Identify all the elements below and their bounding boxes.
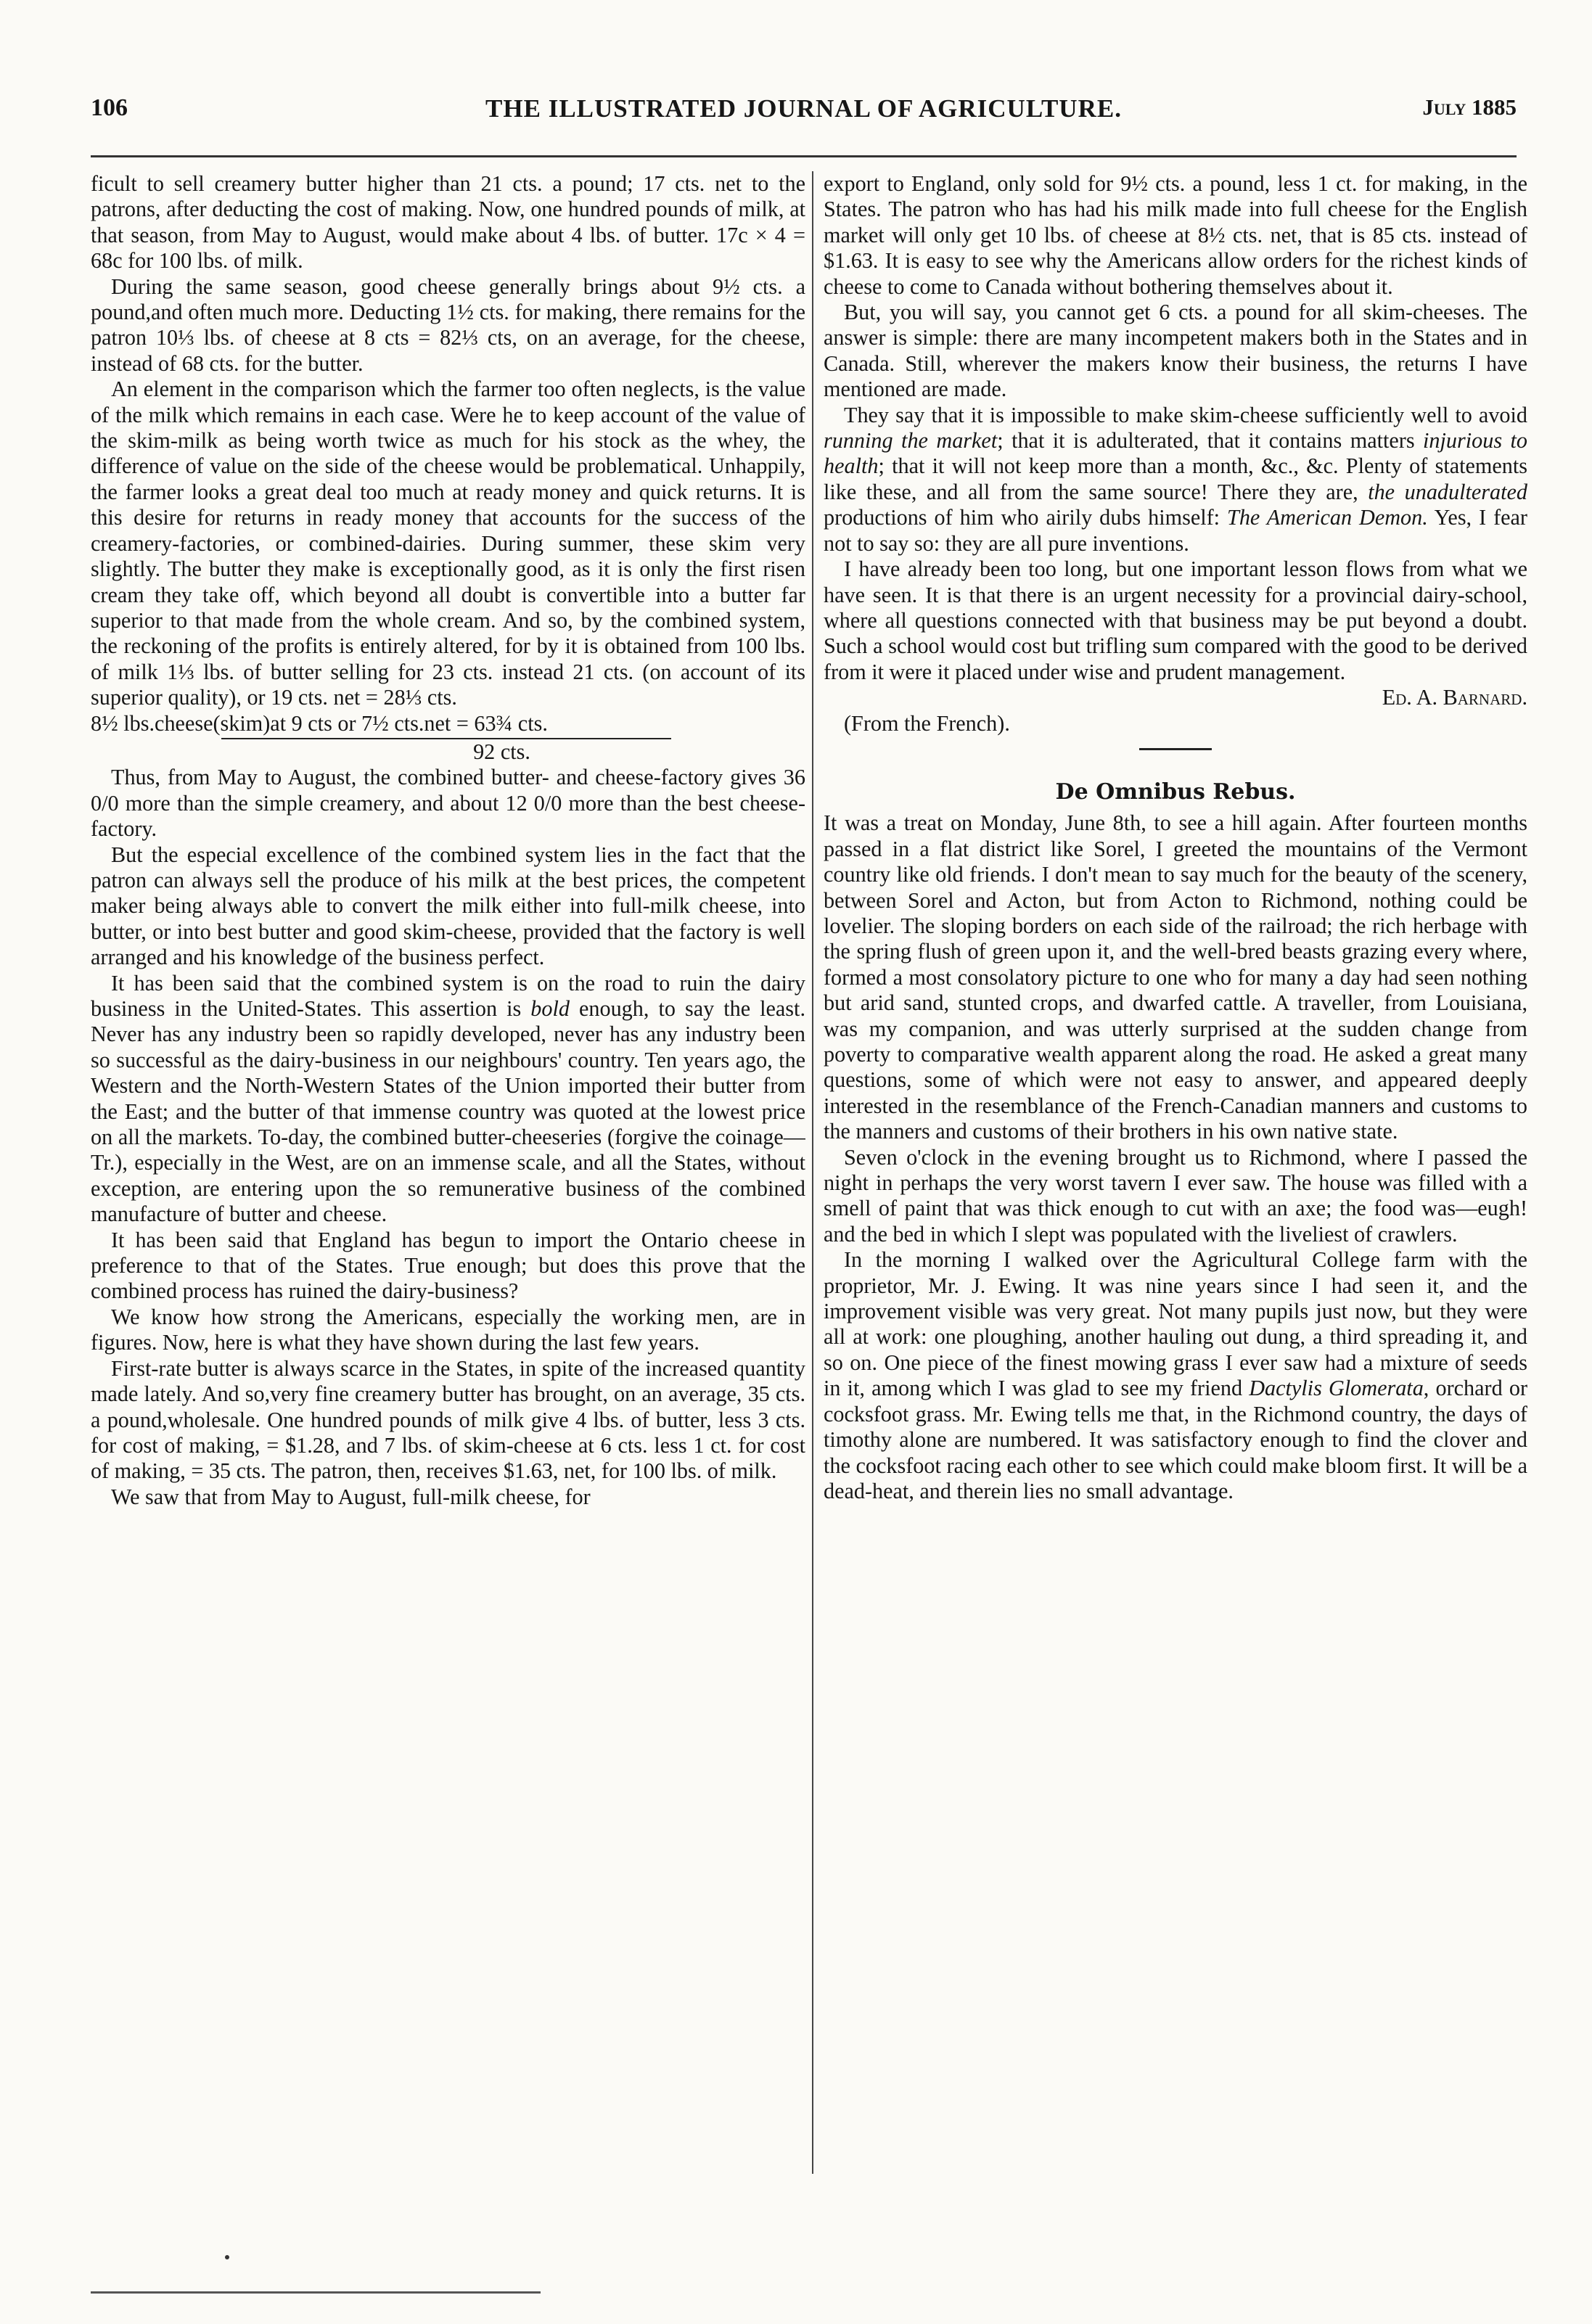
paragraph: ficult to sell creamery butter higher than 21 cts. a pound; 17 cts. net to the patrons, after deducting the cost of making. Now, one hundred pounds of milk, at that season, from May to August, would make about 4 lbs. of butter. 17c × 4 = 68c for 100 lbs. of milk. [91, 171, 805, 274]
text-run: It has been said that the combined system is on the road to ruin the dairy business in the United-States. This assertion is [91, 970, 805, 1021]
paragraph [91, 971, 805, 1228]
emphasis-text: the unadulterated [1368, 479, 1527, 504]
left-column [91, 171, 805, 2174]
page-number: 106 [91, 94, 128, 121]
paragraph: It was a treat on Monday, June 8th, to see a hill again. After fourteen months passed in a flat district like Sorel, I greeted the mountains of the Vermont country like old friends. I don't mean to say much for the beauty of the scenery, between Sorel and Acton, but from Acton to Richmond, nothing could be lovelier. The sloping borders on each side of the railroad; the rich herbage with the spring flush of green upon it, and the well-bred beasts grazing every where, formed a most consolatory picture to one who for many a day had seen nothing but arid sand, stunted crops, and dwarfed cattle. A traveller, from Louisiana, was my companion, and was utterly surprised at the sudden change from poverty to comparative wealth apparent along the road. He asked a great many questions, some of which were not easy to answer, and appeared deeply interested in the resemblance of the French-Canadian manners and customs to the manners and customs of their brothers in his own native state. [824, 810, 1527, 1144]
paragraph: First-rate butter is always scarce in the States, in spite of the increased quantity made lately. And so,very fine creamery butter has brought, on an average, 35 cts. a pound,wholesale. One hundred pounds of milk give 4 lbs. of butter, less 3 cts. for cost of making, = $1.28, and 7 lbs. of skim-cheese at 6 cts. less 1 ct. for cost of making, = 35 cts. The patron, then, receives $1.63, net, for 100 lbs. of milk. [91, 1355, 805, 1484]
paragraph: We saw that from May to August, full-milk cheese, for [111, 1484, 591, 1509]
paragraph: But the especial excellence of the combined system lies in the fact that the patron can always sell the produce of his milk at the best prices, the competent maker being always able to convert the milk either into full-milk cheese, into butter, or into best butter and good skim-cheese, provided that the factory is well arranged and his knowledge of the business perfect. [91, 842, 805, 970]
text-run: In the morning I walked over the Agricultural College farm with the proprietor, Mr. J. Ewing. It was nine years since I had seen it, and the improvement visible was very great. Not many pupils just now, but they were all at work: one ploughing, another hauling out dung, a third spreading it, and so on. One piece of the finest mowing grass I ever saw had a mixture of seeds in it, among which I was glad to see my friend [824, 1247, 1527, 1401]
signature-line [824, 685, 1527, 710]
emphasis-text: The American Demon. [1227, 505, 1428, 530]
right-column [824, 171, 1527, 2174]
header-rule [91, 155, 1517, 157]
paragraph: But, you will say, you cannot get 6 cts. a pound for all skim-cheeses. The answer is simple: there are many incompetent makers both in the States and in Canada. Still, wherever the makers know their business, the returns I have mentioned are made. [824, 300, 1527, 402]
section-rule [1139, 748, 1212, 750]
author-signature: Ed. A. Barnard. [1382, 685, 1527, 710]
text-run: , orchard or cocksfoot grass. Mr. Ewing tells me that, in the Richmond country, the days of timothy alone are numbered. It was satisfactory enough to find the clover and the cocksfoot racing each other to see which could make bloom first. It will be a dead-heat, and therein lies no small advantage. [824, 1376, 1527, 1503]
paragraph [824, 1247, 1527, 1504]
text-run: productions of him who airily dubs himself: [824, 505, 1228, 530]
emphasis-text: running the market [824, 428, 998, 453]
paragraph [824, 403, 1527, 557]
calculation-line: 8½ lbs.cheese(skim)at 9 cts or 7½ cts.net = 63¾ cts. [91, 710, 548, 736]
paragraph: During the same season, good cheese generally brings about 9½ cts. a pound,and often much more. Deducting 1½ cts. for making, there remains for the patron 10⅓ lbs. of cheese at 8 cts = 82⅓ cts, on an average, for the cheese, instead of 68 cts. for the butter. [91, 274, 805, 376]
source-note: (From the French). [844, 710, 1010, 736]
emphasis-text: bold [530, 996, 570, 1021]
paragraph: Seven o'clock in the evening brought us to Richmond, where I passed the night in perhaps the very worst tavern I ever saw. The house was filled with a smell of paint that was thick enough to cut with an axe; the food was—eugh! and the bed in which I slept was populated with the liveliest of crawlers. [824, 1144, 1527, 1247]
text-run: ; that it will not keep more than a month, &c., &c. Plenty of statements like these, and all from the same source! There they are, [824, 453, 1527, 504]
paragraph: I have already been too long, but one important lesson flows from what we have seen. It is that there is an urgent necessity for a provincial dairy-school, where all questions connected with that business may be put beyond a doubt. Such a school would cost but trifling sum compared with the good to be derived from it were it placed under wise and prudent management. [824, 557, 1527, 684]
emphasis-text: Dactylis Glomerata [1249, 1376, 1424, 1401]
paragraph: We know how strong the Americans, especially the working men, are in figures. Now, here is what they have shown during the last few years. [91, 1304, 805, 1355]
page-header [91, 94, 1517, 138]
emphasis-text: injurious to health [824, 428, 1527, 479]
paragraph: It has been said that England has begun to import the Ontario cheese in preference to that of the States. True enough; but does this prove that the combined process has ruined the dairy-business? [91, 1227, 805, 1304]
calculation-total: 92 cts. [473, 739, 530, 764]
text-run: ; that it is adulterated, that it contains matters [997, 428, 1424, 453]
issue-date: July 1885 [1422, 94, 1517, 120]
text-run: Yes, I fear not to say so: they are all pure inventions. [824, 505, 1527, 556]
column-divider [812, 171, 813, 2174]
paragraph: export to England, only sold for 9½ cts. a pound, less 1 ct. for making, in the States. The patron who has had his milk made into full cheese for the English market will only get 10 lbs. of cheese at 8½ cts. net, that is 85 cts. instead of $1.63. It is easy to see why the Americans allow orders for the richest kinds of cheese to come to Canada without bothering themselves about it. [824, 171, 1527, 299]
paragraph: Thus, from May to August, the combined butter- and cheese-factory gives 36 0/0 more than the simple creamery, and about 12 0/0 more than the best cheese-factory. [91, 765, 805, 842]
section-heading: De Omnibus Rebus. [1055, 779, 1296, 805]
paragraph: An element in the comparison which the farmer too often neglects, is the value of the milk which remains in each case. Were he to keep account of the value of the skim-milk as being worth twice as much for his stock as the whey, the difference of value on the side of the cheese would be problematical. Unhappily, the farmer looks a great deal too much at ready money and quick returns. It is this desire for returns in ready money that accounts for the success of the creamery-factories, or combined-dairies. During summer, these skim very slightly. The butter they make is exceptionally good, as it is only the first risen cream they take off, which beyond all doubt is convertible into a butter far superior to that made from the whole cream. And so, by the combined system, the reckoning of the profits is entirely altered, for by it is obtained from 100 lbs. of milk 1⅓ lbs. of butter selling for 23 cts. instead 21 cts. (on account of its superior quality), or 19 cts. net = 28⅓ cts. [91, 377, 805, 710]
print-speck [225, 2255, 229, 2259]
text-run: They say that it is impossible to make skim-cheese sufficiently well to avoid [844, 402, 1527, 427]
text-run: enough, to say the least. Never has any industry been so rapidly developed, never has any industry been so successful as the dairy-business in our neighbours' country. Ten years ago, the Western and the North-Western States of the Union imported their butter from the East; and the butter of that immense country was quoted at the lowest price on all the markets. To-day, the combined butter-cheeseries (forgive the coinage—Tr.), especially in the West, are on an immense scale, and all the States, without exception, are entering upon the so remunerative business of the combined manufacture of butter and cheese. [91, 996, 805, 1227]
journal-title: THE ILLUSTRATED JOURNAL OF AGRICULTURE. [485, 94, 1122, 123]
footer-rule [91, 2291, 541, 2294]
